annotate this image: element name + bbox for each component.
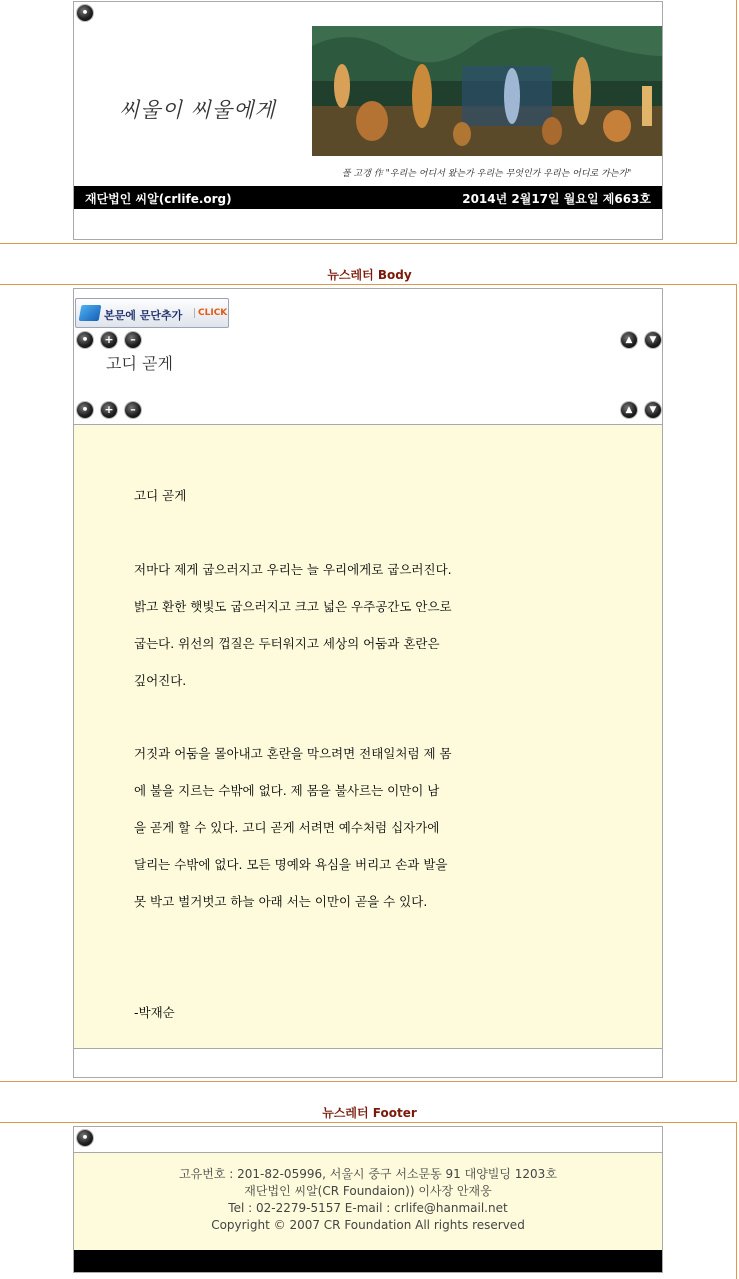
click-label: CLICK (194, 308, 227, 318)
footer-bar (74, 1250, 662, 1272)
article-line: 굽는다. 위선의 껍질은 두터워지고 세상의 어둠과 혼란은 (134, 636, 440, 651)
move-icon[interactable]: • (77, 332, 93, 348)
article-body (74, 424, 662, 1049)
article-line: 저마다 제게 굽으러지고 우리는 늘 우리에게로 굽으러진다. (134, 562, 452, 577)
article-line: 깊어진다. (134, 673, 187, 688)
footer-section-label: 뉴스레터 Footer (322, 1106, 417, 1120)
footer-info (74, 1152, 662, 1250)
footer-contact: Tel : 02-2279-5157 E-mail : crlife@hanmail.net (228, 1201, 508, 1215)
article-line: 달리는 수밖에 없다. 모든 명예와 욕심을 버리고 손과 발을 (134, 857, 448, 872)
article-line: 에 불을 지르는 수밖에 없다. 제 몸을 불사르는 이만이 남 (134, 783, 440, 798)
add-icon[interactable]: + (101, 332, 117, 348)
add-paragraph-button[interactable] (75, 298, 229, 328)
issue-date: 2014년 2월17일 월요일 제663호 (462, 192, 651, 206)
article-line: 밝고 환한 햇빛도 굽으러지고 크고 넓은 우주공간도 안으로 (134, 599, 452, 614)
footer-registration: 고유번호 : 201-82-05996, 서울시 중구 서소문동 91 대양빌딩 1203호 (179, 1167, 557, 1181)
article-heading: 고디 곧게 (134, 488, 187, 503)
move-icon[interactable]: • (77, 1130, 93, 1146)
arrow-up-icon[interactable]: ▲ (621, 402, 637, 418)
arrow-down-icon[interactable]: ▼ (645, 402, 661, 418)
footer-chairman: 재단법인 씨알(CR Foundaion)) 이사장 안재웅 (244, 1184, 492, 1198)
remove-icon[interactable]: – (125, 402, 141, 418)
article-author: -박재순 (134, 1005, 175, 1020)
add-paragraph-label: 본문에 문단추가 (104, 309, 183, 322)
painting-image (312, 26, 662, 156)
footer-copyright: Copyright © 2007 CR Foundation All rights reserved (211, 1218, 525, 1232)
article-line: 못 박고 벌거벗고 하늘 아래 서는 이만이 곧을 수 있다. (134, 894, 428, 909)
paragraph-title: 고디 곧게 (106, 354, 173, 373)
org-name: 재단법인 씨알(crlife.org) (85, 192, 232, 206)
footer-panel (73, 1126, 663, 1273)
move-icon[interactable]: • (77, 402, 93, 418)
logo: 씨울이 씨울에게 (119, 98, 276, 122)
arrow-down-icon[interactable]: ▼ (645, 332, 661, 348)
header-panel (73, 1, 663, 240)
painting-caption: 폴 고갱 作 "우리는 어디서 왔는가 우리는 무엇인가 우리는 어디로 가는가" (342, 169, 632, 179)
folder-icon (79, 305, 102, 321)
move-icon[interactable]: • (77, 5, 93, 21)
header-bar (74, 186, 662, 209)
article-line: 을 곧게 할 수 있다. 고디 곧게 서려면 예수처럼 십자가에 (134, 820, 440, 835)
arrow-up-icon[interactable]: ▲ (621, 332, 637, 348)
remove-icon[interactable]: – (125, 332, 141, 348)
add-icon[interactable]: + (101, 402, 117, 418)
article-line: 거짓과 어둠을 몰아내고 혼란을 막으려면 전태일처럼 제 몸 (134, 746, 452, 761)
body-section-label: 뉴스레터 Body (327, 268, 412, 282)
